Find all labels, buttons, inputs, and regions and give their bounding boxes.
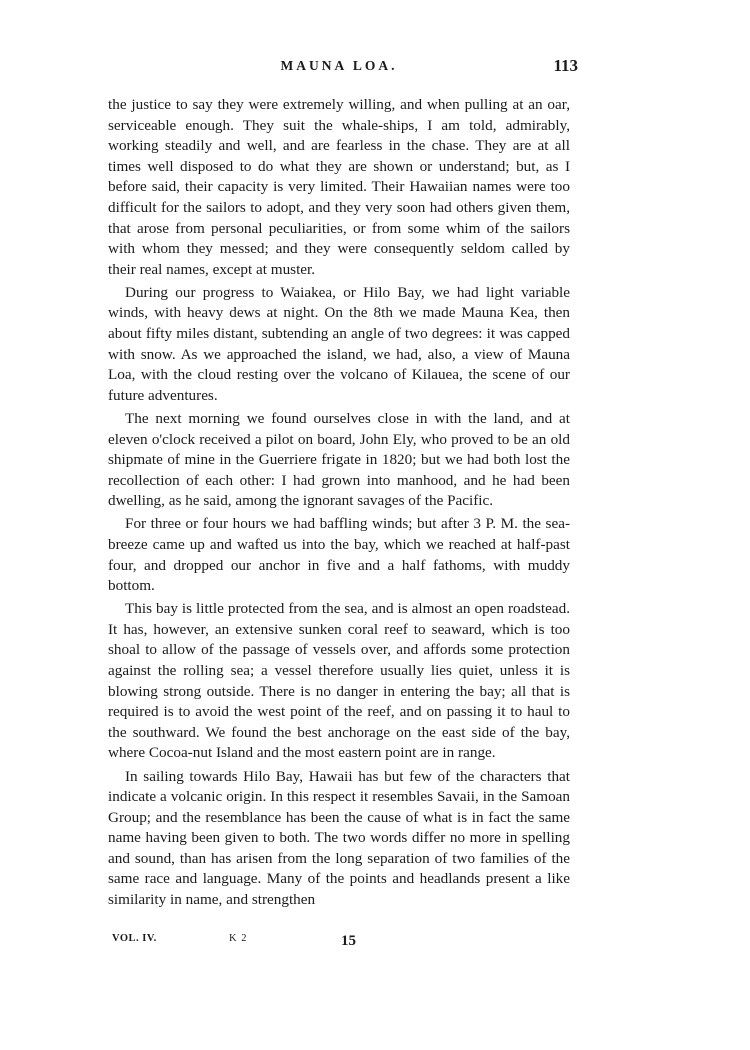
paragraph-4: For three or four hours we had baffling winds; but after 3 P. M. the sea-breeze came up and wafted us into the bay, which we reached at half-past four, and dropped our anchor in five and a half fathoms, with muddy bottom. <box>108 515 570 595</box>
paragraph-1: the justice to say they were extremely willing, and when pulling at an oar, serviceable enough. They suit the whale-ships, I am told, admirably, working steadily and well, and are fearless in the chase. They are at all times well disposed to do what they are shown or understand; but, as I before said, their capacity is very limited. Their Hawaiian names were too difficult for the sailors to adopt, and they very soon had others given them, that arose from personal peculiarities, or from some whim of the sailors with whom they messed; and they were consequently seldom called by their real names, except at muster. <box>108 96 570 278</box>
paragraph-3: The next morning we found ourselves close in with the land, and at eleven o'clock received a pilot on board, John Ely, who proved to be an old shipmate of mine in the Guerriere frigate in 1820; but we had both lost the recollection of each other: I had grown into manhood, and he had been dwelling, as he said, among the ignorant savages of the Pacific. <box>108 409 570 510</box>
paragraph-5: This bay is little protected from the sea, and is almost an open roadstead. It has, however, an extensive sunken coral reef to seaward, which is too shoal to allow of the passage of vessels over, and affords some protection against the rolling sea; a vessel therefore usually lies quiet, unless it is blowing strong outside. There is no danger in entering the bay; all that is required is to avoid the west point of the reef, and on passing it to haul to the southward. We found the best anchorage on the east side of the bay, where Cocoa-nut Island and the most eastern point are in range. <box>108 600 570 762</box>
paragraph-6: In sailing towards Hilo Bay, Hawaii has but few of the characters that indicate a volcanic origin. In this respect it resembles Savaii, in the Samoan Group; and the resemblance has been the cause of what is in fact the same name having been given to both. The two words differ no more in spelling and sound, than has arisen from the long separation of two families of the same race and language. Many of the points and headlands present a like similarity in name, and strengthen <box>108 767 570 909</box>
signature-mark: K 2 <box>229 933 248 944</box>
sheet-number: 15 <box>341 933 356 949</box>
volume-label: VOL. IV. <box>112 933 157 944</box>
body-text <box>108 95 570 911</box>
page-number: 113 <box>553 56 578 75</box>
page-footer <box>112 933 412 955</box>
running-title: MAUNA LOA. <box>280 58 398 73</box>
paragraph-2: During our progress to Waiakea, or Hilo Bay, we had light variable winds, with heavy dews at night. On the 8th we made Mauna Kea, then about fifty miles distant, subtending an angle of two degrees: it was capped with snow. As we approached the island, we had, also, a view of Mauna Loa, with the cloud resting over the volcano of Kilauea, the scene of our future adventures. <box>108 283 570 404</box>
running-head <box>108 56 578 82</box>
